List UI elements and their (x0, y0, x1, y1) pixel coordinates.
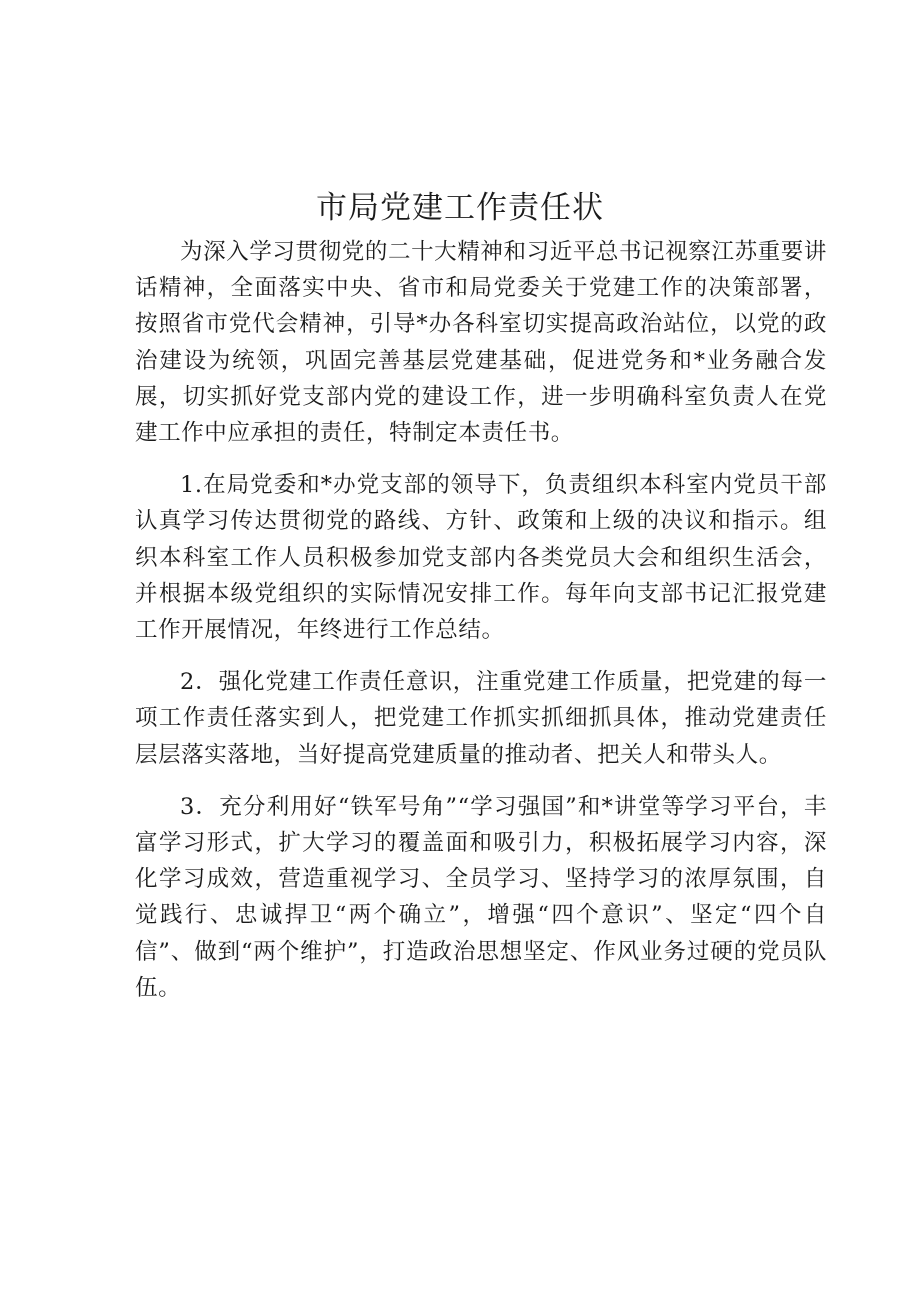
clause-1-paragraph: 1.在局党委和*办党支部的领导下，负责组织本科室内党员干部认真学习传达贯彻党的路线、方针、政策和上级的决议和指示。组织本科室工作人员积极参加党支部内各类党员大会和组织生活会，并根据本级党组织的实际情况安排工作。每年向支部书记汇报党建工作开展情况，年终进行工作总结。 (135, 472, 827, 644)
intro-paragraph: 为深入学习贯彻党的二十大精神和习近平总书记视察江苏重要讲话精神，全面落实中央、省市和局党委关于党建工作的决策部署，按照省市党代会精神，引导*办各科室切实提高政治站位，以党的政治建设为统领，巩固完善基层党建基础，促进党务和*业务融合发展，切实抓好党支部内党的建设工作，进一步明确科室负责人在党建工作中应承担的责任，特制定本责任书。 (135, 239, 827, 447)
document-title: 市局党建工作责任状 (316, 190, 604, 226)
document-body (135, 234, 827, 1006)
clause-3-paragraph: 3．充分利用好“铁军号角”“学习强国”和*讲堂等学习平台，丰富学习形式，扩大学习的覆盖面和吸引力，积极拓展学习内容，深化学习成效，营造重视学习、全员学习、坚持学习的浓厚氛围，自觉践行、忠诚捍卫“两个确立”，增强“四个意识”、坚定“四个自信”、做到“两个维护”，打造政治思想坚定、作风业务过硬的党员队伍。 (135, 793, 827, 1001)
clause-2-paragraph: 2．强化党建工作责任意识，注重党建工作质量，把党建的每一项工作责任落实到人，把党建工作抓实抓细抓具体，推动党建责任层层落实落地，当好提高党建质量的推动者、把关人和带头人。 (135, 669, 827, 768)
